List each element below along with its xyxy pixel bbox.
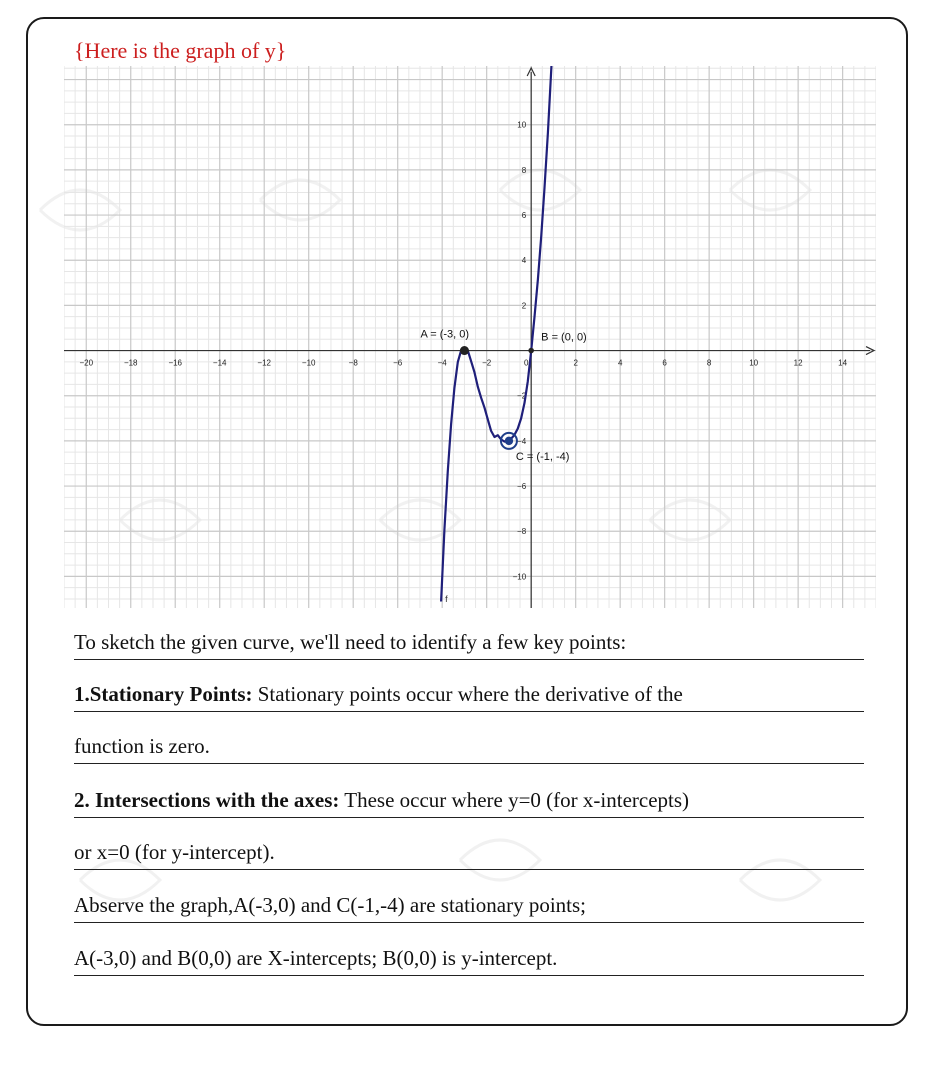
y-tick-label: −8 [517, 527, 527, 537]
stationary-points-continued: function is zero. [74, 729, 864, 764]
observation-line-1: Abserve the graph,A(-3,0) and C(-1,-4) are stationary points; [74, 888, 864, 923]
x-tick-label: 4 [617, 358, 623, 368]
x-tick-label: −6 [393, 358, 403, 368]
graph-title: {Here is the graph of y} [74, 38, 287, 63]
y-tick-label: −4 [517, 436, 527, 446]
y-tick-label: 2 [521, 301, 527, 311]
observation-line-2: A(-3,0) and B(0,0) are X-intercepts; B(0,0) is y-intercept. [74, 941, 864, 976]
x-tick-label: 12 [793, 358, 803, 368]
stationary-points-heading: 1.Stationary Points: [74, 682, 253, 706]
point-a-marker [460, 346, 469, 355]
x-tick-label: −14 [212, 358, 227, 368]
y-tick-label: 4 [521, 256, 527, 266]
x-tick-label: 2 [573, 358, 578, 368]
stationary-points-text: Stationary points occur where the derivative of the [252, 682, 683, 706]
intersections-heading: 2. Intersections with the axes: [74, 788, 340, 812]
x-tick-label: 0 [523, 358, 529, 368]
x-tick-label: −4 [437, 358, 447, 368]
y-tick-label: 10 [517, 120, 527, 130]
x-tick-label: −18 [123, 358, 138, 368]
point-label: C = (-1, -4) [515, 450, 570, 463]
function-graph [64, 66, 876, 608]
point-b-marker [528, 348, 534, 354]
intersections-line [74, 783, 864, 818]
intersections-continued: or x=0 (for y-intercept). [74, 835, 864, 870]
x-tick-label: 14 [838, 358, 848, 368]
x-tick-label: 6 [662, 358, 667, 368]
x-tick-label: −12 [257, 358, 272, 368]
point-label: A = (-3, 0) [420, 328, 470, 341]
x-tick-label: −16 [168, 358, 183, 368]
x-tick-label: 10 [749, 358, 759, 368]
x-tick-label: −10 [301, 358, 316, 368]
function-label: f [445, 594, 448, 604]
point-c-marker [505, 437, 513, 445]
intro-text: To sketch the given curve, we'll need to identify a few key points: [74, 625, 864, 660]
y-tick-label: 8 [521, 165, 527, 175]
intersections-text: These occur where y=0 (for x-intercepts) [339, 788, 690, 812]
y-tick-label: 6 [521, 211, 527, 221]
y-tick-label: −10 [512, 572, 527, 582]
point-label: B = (0, 0) [541, 331, 587, 344]
stationary-points-line [74, 677, 864, 712]
y-tick-label: −2 [517, 391, 527, 401]
x-tick-label: −20 [79, 358, 94, 368]
y-tick-label: −6 [517, 482, 527, 492]
x-tick-label: 8 [706, 358, 712, 368]
x-tick-label: −8 [348, 358, 358, 368]
x-tick-label: −2 [482, 358, 492, 368]
